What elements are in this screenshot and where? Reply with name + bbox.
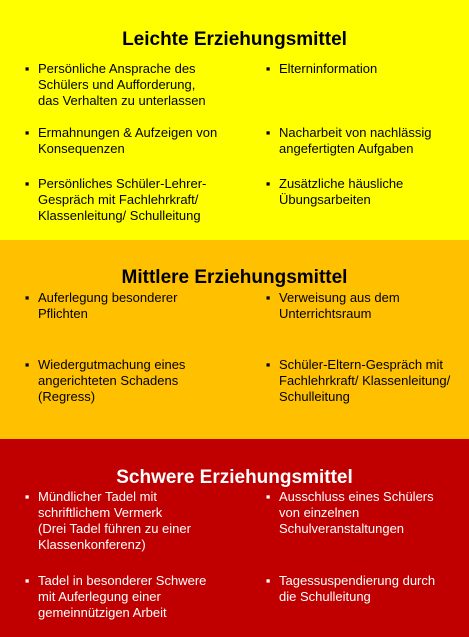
bullet-icon: ▪ [24,573,30,588]
list-item: ▪ Auferlegung besonderer Pflichten [38,290,248,322]
medium-measures-title: Mittlere Erziehungsmittel [121,267,348,288]
list-item: ▪ Zusätzliche häusliche Übungsarbeiten [279,176,464,208]
light-measures-title: Leichte Erziehungsmittel [122,29,347,50]
severe-measures-section [0,439,469,637]
bullet-icon: ▪ [265,61,271,76]
list-item: ▪ Ermahnungen & Aufzeigen von Konsequenzen [38,125,248,157]
bullet-icon: ▪ [265,176,271,191]
list-item: ▪ Wiedergutmachung eines angerichteten Schadens (Regress) [38,357,248,405]
list-item: ▪ Tadel in besonderer Schwere mit Auferlegung einer gemeinnützigen Arbeit [38,573,253,621]
bullet-icon: ▪ [24,357,30,372]
list-item: ▪ Nacharbeit von nachlässig angefertigten Aufgaben [279,125,464,157]
list-item: ▪ Elterninformation [279,61,464,77]
medium-measures-section [0,240,469,439]
bullet-icon: ▪ [24,176,30,191]
list-item: ▪ Ausschluss eines Schülers von einzelnen Schulveranstaltungen [279,489,464,537]
list-item: ▪ Verweisung aus dem Unterrichtsraum [279,290,464,322]
bullet-icon: ▪ [265,573,271,588]
bullet-icon: ▪ [24,489,30,504]
light-measures-section [0,0,469,240]
bullet-icon: ▪ [265,489,271,504]
severe-measures-title: Schwere Erziehungsmittel [116,467,353,488]
bullet-icon: ▪ [24,125,30,140]
bullet-icon: ▪ [265,125,271,140]
list-item: ▪ Persönliches Schüler-Lehrer- Gespräch mit Fachlehrkraft/ Klassenleitung/ Schulleitung [38,176,248,224]
list-item: ▪ Persönliche Ansprache des Schülers und Aufforderung, das Verhalten zu unterlassen [38,61,248,109]
list-item: ▪ Tagessuspendierung durch die Schulleitung [279,573,464,605]
bullet-icon: ▪ [265,290,271,305]
bullet-icon: ▪ [24,61,30,76]
bullet-icon: ▪ [265,357,271,372]
bullet-icon: ▪ [24,290,30,305]
list-item: ▪ Schüler-Eltern-Gespräch mit Fachlehrkraft/ Klassenleitung/ Schulleitung [279,357,464,405]
list-item: ▪ Mündlicher Tadel mit schriftlichem Vermerk (Drei Tadel führen zu einer Klassenkonferenz) [38,489,253,553]
